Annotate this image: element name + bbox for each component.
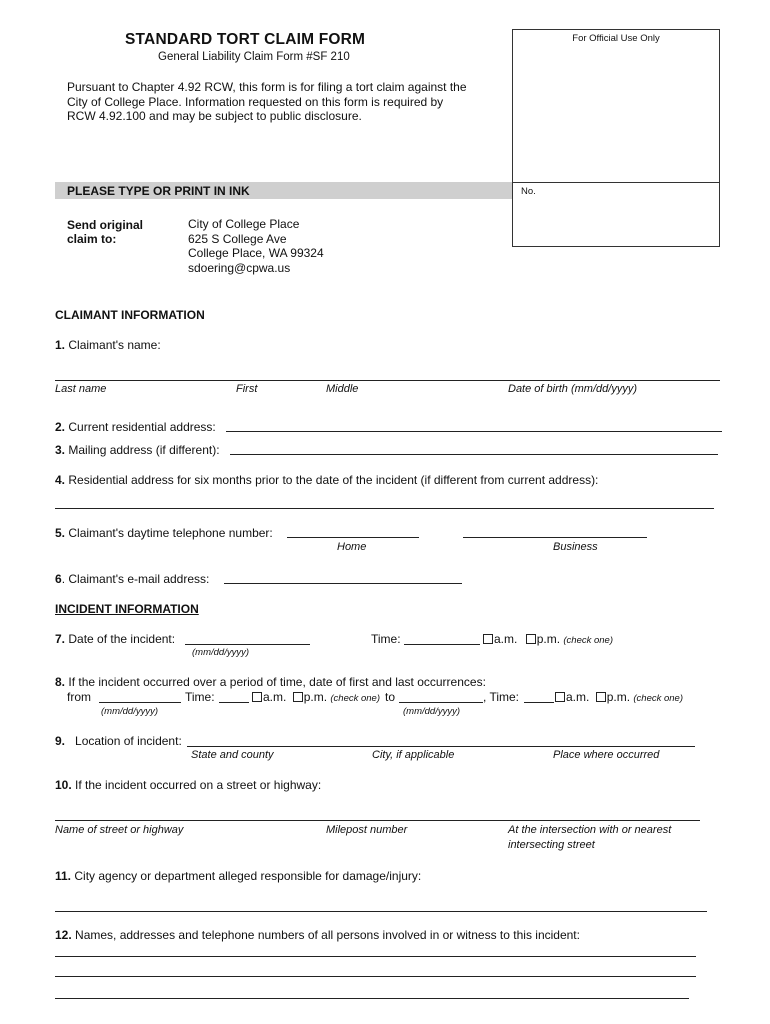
business-phone-label: Business (553, 541, 598, 553)
q12-label: 12. Names, addresses and telephone numbers of all persons involved in or witness to this incident: (55, 928, 580, 942)
claimant-name-field[interactable] (55, 380, 720, 381)
incident-section-title: INCIDENT INFORMATION (55, 602, 199, 616)
first-time-label: Time: (185, 690, 215, 704)
last-ampm: a.m. p.m. (check one) (555, 690, 683, 704)
first-am-checkbox[interactable] (252, 692, 262, 702)
instructions-text: PLEASE TYPE OR PRINT IN INK (67, 184, 250, 198)
home-phone-field[interactable] (287, 537, 419, 538)
middle-name-label: Middle (326, 383, 359, 395)
q3-label: 3. Mailing address (if different): (55, 443, 220, 457)
last-pm-checkbox[interactable] (596, 692, 606, 702)
mailing-address-field[interactable] (230, 454, 718, 455)
first-time-field[interactable] (219, 702, 249, 703)
intro-line: City of College Place. Information requested on this form is required by (67, 94, 444, 109)
business-phone-field[interactable] (463, 537, 647, 538)
form-subtitle: General Liability Claim Form #SF 210 (158, 51, 350, 63)
intro-line: Pursuant to Chapter 4.92 RCW, this form is for filing a tort claim against the (67, 80, 467, 94)
claimant-section-title: CLAIMANT INFORMATION (55, 308, 205, 322)
home-phone-label: Home (337, 541, 367, 553)
official-box-divider (513, 182, 719, 183)
last-occurrence-date-field[interactable] (399, 702, 483, 703)
last-time-label: , Time: (483, 690, 520, 704)
incident-ampm: a.m. p.m. (check one) (483, 632, 613, 646)
q1-label: 1. Claimant's name: (55, 338, 161, 352)
residential-address-field[interactable] (226, 431, 722, 432)
street-field[interactable] (55, 820, 700, 821)
city-label: City, if applicable (372, 749, 455, 761)
q9-label: 9. Location of incident: (55, 734, 182, 748)
intro-line: RCW 4.92.100 and may be subject to public disclosure. (67, 109, 362, 123)
intersection-label-2: intersecting street (508, 839, 595, 851)
state-county-label: State and county (191, 749, 274, 761)
witness-field-3[interactable] (55, 998, 689, 999)
first-pm-checkbox[interactable] (293, 692, 303, 702)
send-to-label-2: claim to: (67, 232, 117, 246)
q2-label: 2. Current residential address: (55, 420, 216, 434)
place-label: Place where occurred (553, 749, 660, 761)
q5-label: 5. Claimant's daytime telephone number: (55, 526, 273, 540)
to-label: to (385, 690, 396, 704)
first-date-hint: (mm/dd/yyyy) (101, 706, 158, 717)
first-ampm: a.m. p.m. (check one) (252, 690, 380, 704)
pm-checkbox[interactable] (526, 634, 536, 644)
form-title: STANDARD TORT CLAIM FORM (125, 31, 366, 48)
last-name-label: Last name (55, 383, 107, 395)
incident-date-hint: (mm/dd/yyyy) (192, 647, 249, 658)
witness-field-1[interactable] (55, 956, 696, 957)
q11-label: 11. City agency or department alleged responsible for damage/injury: (55, 869, 422, 883)
incident-time-field[interactable] (404, 644, 480, 645)
street-name-label: Name of street or highway (55, 824, 184, 836)
am-checkbox[interactable] (483, 634, 493, 644)
official-use-label: For Official Use Only (572, 33, 660, 44)
address-line: College Place, WA 99324 (188, 246, 324, 260)
last-date-hint: (mm/dd/yyyy) (403, 706, 460, 717)
prior-address-field[interactable] (55, 508, 714, 509)
send-to-label: Send original (67, 218, 144, 232)
witness-field-2[interactable] (55, 976, 696, 977)
agency-field[interactable] (55, 911, 707, 912)
last-am-checkbox[interactable] (555, 692, 565, 702)
from-label: from (67, 690, 91, 704)
dob-label: Date of birth (mm/dd/yyyy) (508, 383, 637, 395)
q7-label: 7. Date of the incident: (55, 632, 176, 646)
official-no-label: No. (521, 186, 536, 197)
location-field[interactable] (187, 746, 695, 747)
first-occurrence-date-field[interactable] (99, 702, 181, 703)
address-line: sdoering@cpwa.us (188, 260, 291, 275)
intro-paragraph (67, 80, 507, 124)
official-use-box (512, 29, 720, 247)
email-field[interactable] (224, 583, 462, 584)
q8-label: 8. If the incident occurred over a period of time, date of first and last occurrences: (55, 675, 486, 689)
q10-label: 10. If the incident occurred on a street or highway: (55, 778, 322, 792)
address-line: 625 S College Ave (188, 231, 287, 246)
intersection-label: At the intersection with or nearest (508, 824, 672, 836)
incident-date-field[interactable] (185, 644, 310, 645)
milepost-label: Milepost number (326, 824, 408, 836)
q6-label: 6. Claimant's e-mail address: (55, 572, 210, 586)
incident-time-label: Time: (371, 632, 401, 646)
last-time-field[interactable] (524, 702, 554, 703)
address-line: City of College Place (188, 217, 300, 231)
first-name-label: First (236, 383, 258, 395)
send-to-address (188, 217, 324, 275)
q4-label: 4. Residential address for six months prior to the date of the incident (if different from current address): (55, 473, 599, 487)
